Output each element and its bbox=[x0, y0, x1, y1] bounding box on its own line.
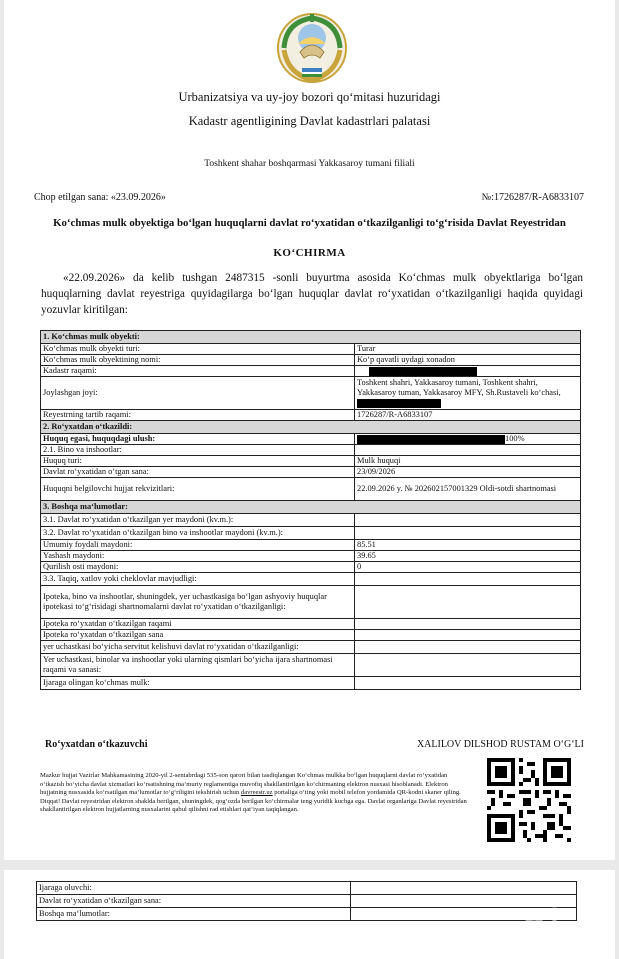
document-title: Koʻchmas mulk obyektiga boʻlgan huquqlarni davlat roʻyxatidan oʻtkazilganligi toʻgʻrisida Davlat Reyestridan bbox=[53, 217, 566, 229]
field-label: Ipoteka, bino va inshootlar, shuningdek, yer uchastkasiga boʻlgan ashyoviy huquqlar ipotekasi toʻgʻrisidagi shartnomalarni davlat roʻyxatidan oʻtkazilganligi: bbox=[41, 586, 355, 619]
field-label: Koʻchmas mulk obyektining nomi: bbox=[41, 355, 355, 366]
field-label: Boshqa maʻlumotlar: bbox=[37, 908, 351, 921]
field-value: 39.65 bbox=[355, 551, 581, 562]
print-date: Chop etilgan sana: «23.09.2026» bbox=[34, 192, 166, 203]
redaction-bar bbox=[357, 399, 441, 408]
field-label: Huquqni belgilovchi hujjat rekvizitlari: bbox=[41, 478, 355, 501]
field-value bbox=[355, 573, 581, 586]
register-table bbox=[40, 330, 581, 690]
table-row bbox=[41, 641, 581, 654]
lease-table bbox=[36, 881, 577, 921]
field-label: Reyestrning tartib raqami: bbox=[41, 410, 355, 421]
field-value bbox=[355, 434, 581, 445]
field-value bbox=[355, 527, 581, 540]
table-row bbox=[41, 630, 581, 641]
field-value: 1726287/R-A6833107 bbox=[355, 410, 581, 421]
redaction-bar bbox=[369, 367, 477, 376]
watermark-logo: ol bbox=[520, 900, 561, 954]
field-value: 0 bbox=[355, 562, 581, 573]
field-value bbox=[355, 619, 581, 630]
field-label: 3.3. Taqiq, xatlov yoki cheklovlar mavjudligi: bbox=[41, 573, 355, 586]
field-label: Yer uchastkasi, binolar va inshootlar yoki ularning qismlari boʻyicha ijara shartnomasi raqami va sanasi: bbox=[41, 654, 355, 677]
table-row bbox=[37, 895, 577, 908]
document-number: №:1726287/R-A6833107 bbox=[481, 192, 584, 203]
field-label: 3.1. Davlat roʻyxatidan oʻtkazilgan yer maydoni (kv.m.): bbox=[41, 514, 355, 527]
table-row bbox=[41, 514, 581, 527]
field-label: yer uchastkasi boʻyicha servitut kelishuvi davlat roʻyxatidan oʻtkazilganligi: bbox=[41, 641, 355, 654]
footnote-link[interactable]: davreestr.uz bbox=[240, 789, 273, 796]
field-value bbox=[355, 630, 581, 641]
field-value bbox=[355, 586, 581, 619]
table-row bbox=[37, 882, 577, 895]
field-value bbox=[355, 445, 581, 456]
table-row bbox=[41, 410, 581, 421]
table-row bbox=[41, 467, 581, 478]
table-row bbox=[41, 355, 581, 366]
agency-header-line2: Kadastr agentligining Davlat kadastrlari palatasi bbox=[188, 114, 431, 128]
field-value: Turar bbox=[355, 344, 581, 355]
field-label: Ijaraga oluvchi: bbox=[37, 882, 351, 895]
table-row bbox=[41, 344, 581, 355]
field-label: Huquq egasi, huquqdagi ulush: bbox=[41, 434, 355, 445]
field-label: Umumiy foydali maydoni: bbox=[41, 540, 355, 551]
field-label: Qurilish osti maydoni: bbox=[41, 562, 355, 573]
footnote-text-end: portaliga oʻting yoki mobil telefon yordamida QR-kodni skaner qiling. Diqqat! Davlat reyestridan elektron shaklda berilgan, shuningdek, qogʻozda berilgan koʻchirmalar teng yuridik kuchga ega. Davlat organlariga Davlat reyestridan shakllantirilgan elektron hujjatlarning nusxalarini qabul qilishni rad etishlari qatʻiyan taqiqlangan. bbox=[40, 789, 467, 813]
field-label: Ijaraga olingan koʻchmas mulk: bbox=[41, 677, 355, 690]
table-section-row bbox=[41, 421, 581, 434]
branch-name: Toshkent shahar boshqarmasi Yakkasaroy tumani filiali bbox=[204, 159, 415, 169]
field-label: Kadastr raqami: bbox=[41, 366, 355, 377]
table-row bbox=[41, 456, 581, 467]
footnote bbox=[40, 772, 470, 815]
section-heading: 2. Roʻyxatdan oʻtkazildi: bbox=[41, 421, 581, 434]
section-heading: 3. Boshqa maʻlumotlar: bbox=[41, 501, 581, 514]
table-row bbox=[41, 677, 581, 690]
document-subtitle: KOʻCHIRMA bbox=[273, 247, 346, 259]
field-label: Davlat roʻyxatidan oʻtgan sana: bbox=[41, 467, 355, 478]
field-label: Davlat roʻyxatidan oʻtkazilgan sana: bbox=[37, 895, 351, 908]
field-label: 3.2. Davlat roʻyxatidan oʻtkazilgan bino va inshootlar maydoni (kv.m.): bbox=[41, 527, 355, 540]
document-page-1 bbox=[4, 0, 615, 860]
field-value: Koʻp qavatli uydagi xonadon bbox=[355, 355, 581, 366]
state-emblem-icon bbox=[274, 8, 350, 88]
table-row bbox=[41, 654, 581, 677]
table-row bbox=[41, 586, 581, 619]
watermark-domain: uz bbox=[580, 925, 591, 935]
table-row bbox=[41, 434, 581, 445]
table-row bbox=[41, 562, 581, 573]
table-section-row bbox=[41, 501, 581, 514]
field-label: Ipoteka roʻyxatdan oʻtkazilgan raqami bbox=[41, 619, 355, 630]
field-value bbox=[355, 366, 581, 377]
table-row bbox=[37, 908, 577, 921]
intro-paragraph: «22.09.2026» da kelib tushgan 2487315 -sonli buyurtma asosida Koʻchmas mulk obyektlariga boʻlgan huquqlarning davlat reyestriga quyidagilarga boʻlgan huquqlar davlat roʻyxatidan oʻtkazilganligi haqida quyidagi yozuvlar kiritilgan: bbox=[41, 272, 583, 316]
field-value bbox=[355, 514, 581, 527]
location-text: Toshkent shahri, Yakkasaroy tumani, Toshkent shahri, Yakkasaroy tuman, Yakkasaroy MFY, Sh.Rustaveli koʻchasi, bbox=[357, 378, 561, 397]
registrar-name: XALILOV DILSHOD RUSTAM OʻGʻLI bbox=[416, 739, 584, 750]
field-label: Koʻchmas mulk obyekti turi: bbox=[41, 344, 355, 355]
table-row bbox=[41, 619, 581, 630]
footnote-text: Mazkur hujjat Vazirlar Mahkamasining 2020-yil 2-sentabrdagi 535-son qarori bilan tasdiqlangan Koʻchmas mulkka boʻlgan huquqlarni davlat roʻyxatidan oʻtkazish boʻyicha davlat xizmatlari koʻrsatishning maʻmuriy reglamentiga muvofiq shakllantirilgan koʻchirmaning elektron nusxasi hisoblanadi. Elektron hujjatning nusxasida koʻrsatilgan maʻlumotlar toʻgʻriligini tekshirish uchun bbox=[40, 772, 448, 796]
table-row bbox=[41, 377, 581, 410]
table-row bbox=[41, 445, 581, 456]
field-value: 23/09/2026 bbox=[355, 467, 581, 478]
field-label: Huquq turi: bbox=[41, 456, 355, 467]
field-value bbox=[355, 377, 581, 410]
table-section-row bbox=[41, 331, 581, 344]
table-row bbox=[41, 366, 581, 377]
field-value bbox=[355, 654, 581, 677]
field-label: Ipoteka roʻyxatdan oʻtkazilgan sana bbox=[41, 630, 355, 641]
redaction-bar bbox=[357, 435, 505, 444]
field-value: 85.51 bbox=[355, 540, 581, 551]
table-row bbox=[41, 573, 581, 586]
registrar-label: Roʻyxatdan oʻtkazuvchi bbox=[45, 739, 148, 750]
field-label: Yashash maydoni: bbox=[41, 551, 355, 562]
field-value bbox=[355, 677, 581, 690]
qr-code-icon[interactable] bbox=[487, 758, 571, 842]
field-value bbox=[355, 641, 581, 654]
table-row bbox=[41, 540, 581, 551]
field-label: 2.1. Bino va inshootlar: bbox=[41, 445, 355, 456]
table-row bbox=[41, 551, 581, 562]
field-value bbox=[351, 882, 577, 895]
table-row bbox=[41, 478, 581, 501]
field-value: 22.09.2026 y. № 202602157001329 Oldi-sotdi shartnomasi bbox=[355, 478, 581, 501]
field-label: Joylashgan joyi: bbox=[41, 377, 355, 410]
field-value: Mulk huquqi bbox=[355, 456, 581, 467]
table-row bbox=[41, 527, 581, 540]
agency-header-line1: Urbanizatsiya va uy-joy bozori qoʻmitasi huzuridagi bbox=[178, 90, 441, 104]
owner-share: 100% bbox=[505, 434, 525, 443]
section-heading: 1. Koʻchmas mulk obyekti: bbox=[41, 331, 581, 344]
